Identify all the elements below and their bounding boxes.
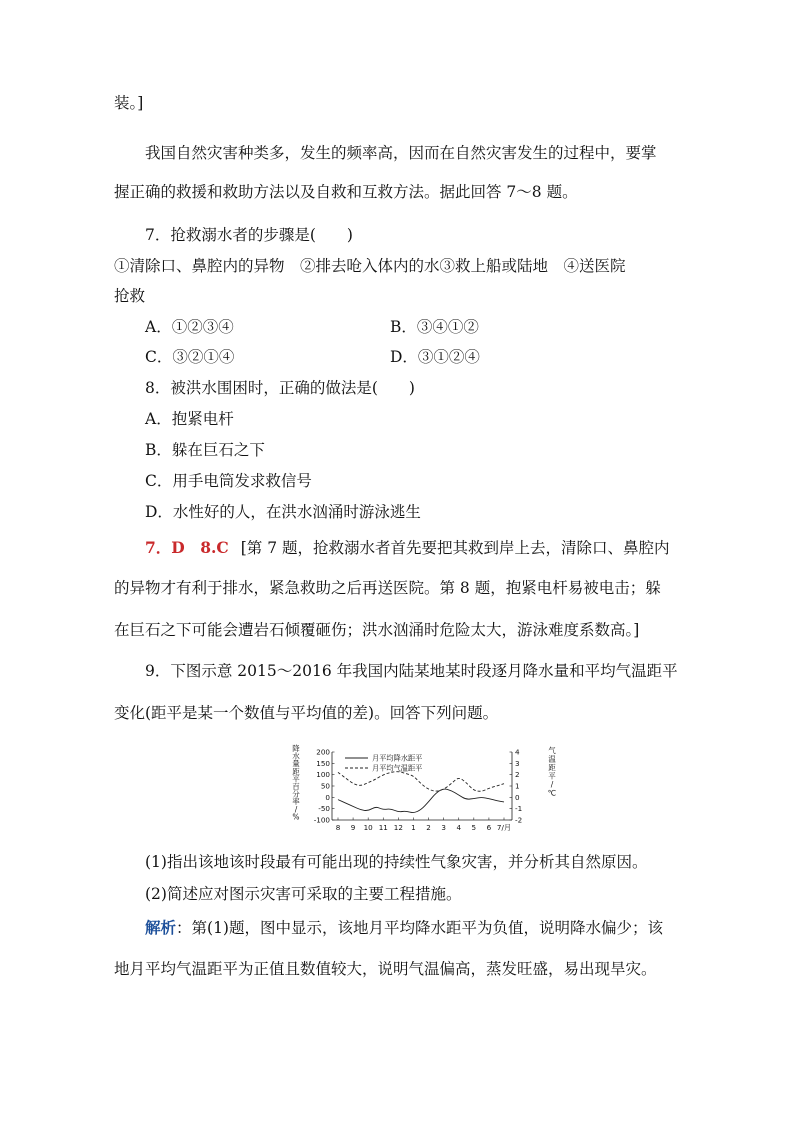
analysis-line-1 [145, 918, 663, 938]
question-8-option-a: A．抱紧电杆 [145, 410, 234, 428]
text-line-1: 装。] [114, 94, 144, 112]
x-tick-label: 3 [441, 823, 446, 832]
right-tick-label: -2 [515, 815, 523, 825]
left-tick-label: 100 [316, 770, 330, 780]
x-tick-label: 6 [486, 823, 492, 832]
question-9-line-1: 9．下图示意 2015～2016 年我国内陆某地某时段逐月降水量和平均气温距平 [145, 662, 678, 680]
analysis-text: ：第(1)题，图中显示，该地月平均降水距平为负值，说明降水偏少；该 [176, 919, 663, 937]
precipitation-anomaly-line [338, 789, 504, 812]
x-tick-label: 12 [393, 823, 403, 832]
right-tick-label: 2 [515, 770, 520, 780]
left-tick-label: 200 [316, 747, 330, 757]
right-axis-label-char: ℃ [547, 788, 557, 798]
anomaly-chart-svg [290, 744, 560, 836]
question-7-option-b: B．③④①② [390, 318, 479, 336]
x-tick-label: 11 [378, 823, 388, 832]
left-axis-label-char: 分 [292, 789, 300, 799]
x-tick-label: 8 [335, 823, 341, 832]
temperature-anomaly-line [338, 772, 504, 792]
question-8: 8．被洪水围困时，正确的做法是( ) [145, 379, 415, 397]
left-axis-label-char: 水 [292, 751, 300, 761]
analysis-label: 解析 [145, 918, 177, 937]
question-7: 7．抢救溺水者的步骤是( ) [145, 226, 353, 244]
right-tick-label: 3 [515, 758, 520, 768]
answer-explanation-line-1 [145, 538, 670, 558]
right-axis-label-char: / [550, 780, 554, 789]
x-tick-label: 4 [456, 823, 462, 832]
left-tick-label: 50 [320, 781, 330, 791]
question-7-options-cont: 抢救 [114, 287, 146, 305]
intro-paragraph-line-1: 我国自然灾害种类多，发生的频率高，因而在自然灾害发生的过程中，要掌 [145, 144, 657, 162]
answer-explanation-line-2: 的异物才有利于排水，紧急救助之后再送医院。第 8 题，抱紧电杆易被电击；躲 [114, 579, 661, 597]
right-axis-label-char: 气 [548, 746, 556, 755]
anomaly-chart [290, 744, 560, 836]
right-tick-label: 1 [515, 781, 520, 791]
question-7-option-a: A．①②③④ [145, 318, 234, 336]
left-tick-label: 0 [325, 792, 330, 802]
left-axis-label-char: 降 [292, 744, 300, 753]
question-7-options: ①清除口、鼻腔内的异物 ②排去呛入体内的水③救上船或陆地 ④送医院 [114, 257, 626, 275]
answer-explanation-line-3: 在巨石之下可能会遭岩石倾覆砸伤；洪水汹涌时危险太大，游泳难度系数高。] [114, 621, 640, 639]
question-8-option-c: C．用手电筒发求救信号 [145, 472, 312, 490]
question-9-line-2: 变化(距平是某一个数值与平均值的差)。回答下列问题。 [114, 704, 499, 722]
left-axis-label-char: 距 [292, 766, 300, 776]
left-axis-label-char: 率 [292, 797, 300, 807]
left-tick-label: 150 [316, 758, 330, 768]
answer-text: [第 7 题，抢救溺水者首先要把其救到岸上去，清除口、鼻腔内 [240, 539, 670, 557]
legend-label: 月平均气温距平 [372, 763, 423, 773]
right-axis-label-char: 距 [548, 763, 556, 772]
left-tick-label: -50 [318, 804, 330, 814]
question-8-option-d: D．水性好的人，在洪水汹涌时游泳逃生 [145, 503, 421, 521]
question-9-subquestion-1: (1)指出该地该时段最有可能出现的持续性气象灾害，并分析其自然原因。 [145, 853, 648, 871]
right-axis-label-char: 温 [548, 754, 556, 764]
x-tick-label: 9 [350, 823, 356, 832]
left-tick-label: -100 [313, 815, 330, 825]
x-tick-label: 7/月 [496, 823, 512, 832]
left-axis-label-char: 量 [292, 759, 300, 769]
right-tick-label: 0 [515, 792, 520, 802]
intro-paragraph-line-2: 握正确的救援和救助方法以及自救和互救方法。据此回答 7～8 题。 [114, 183, 578, 201]
right-tick-label: 4 [515, 747, 520, 757]
right-axis-label-char: 平 [548, 771, 556, 781]
left-axis-label-char: 百 [292, 782, 300, 791]
x-tick-label: 5 [471, 823, 477, 832]
left-axis-label-char: % [292, 812, 300, 822]
x-tick-label: 1 [411, 823, 416, 832]
right-tick-label: -1 [515, 804, 523, 814]
question-7-option-c: C．③②①④ [145, 348, 235, 366]
answer-label: 7．D 8.C [145, 538, 229, 557]
analysis-line-2: 地月平均气温距平为正值且数值较大，说明气温偏高，蒸发旺盛，易出现旱灾。 [114, 960, 657, 978]
question-8-option-b: B．躲在巨石之下 [145, 441, 265, 459]
question-9-subquestion-2: (2)简述应对图示灾害可采取的主要工程措施。 [145, 885, 462, 903]
x-tick-label: 10 [363, 823, 373, 832]
x-tick-label: 2 [426, 823, 431, 832]
left-axis-label-char: 平 [292, 774, 300, 784]
question-7-option-d: D．③①②④ [390, 348, 480, 366]
legend-label: 月平均降水距平 [372, 753, 423, 763]
left-axis-label-char: / [294, 804, 298, 814]
